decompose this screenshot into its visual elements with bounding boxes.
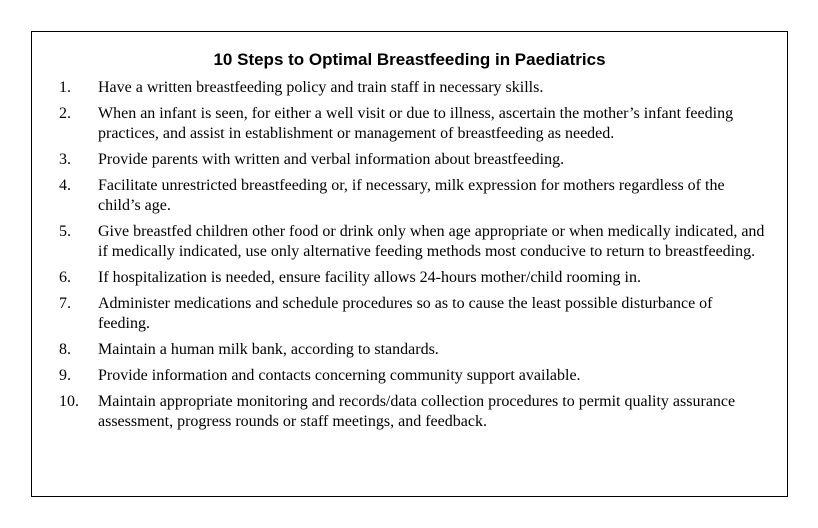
step-number: 3. <box>59 151 71 168</box>
step-text: Provide information and contacts concerning community support available. <box>98 367 581 384</box>
step-text: When an infant is seen, for either a well visit or due to illness, ascertain the mother’s infant feeding practices, and assist in establishment or management of breastfeeding as needed. <box>98 105 734 142</box>
step-number: 1. <box>59 79 71 96</box>
step-text: Maintain a human milk bank, according to standards. <box>98 341 439 358</box>
step-item <box>32 222 787 262</box>
steps-list <box>32 78 787 438</box>
step-number: 2. <box>59 105 71 122</box>
step-item <box>32 392 787 432</box>
step-text: Give breastfed children other food or drink only when age appropriate or when medically indicated, and if medically indicated, use only alternative feeding methods most conducive to return to breastfeeding. <box>98 223 765 260</box>
step-text: Maintain appropriate monitoring and records/data collection procedures to permit quality assurance assessment, progress rounds or staff meetings, and feedback. <box>98 393 736 430</box>
step-number: 8. <box>59 341 71 358</box>
document-title: 10 Steps to Optimal Breastfeeding in Paediatrics <box>213 50 606 69</box>
step-number: 7. <box>59 295 71 312</box>
step-number: 6. <box>59 269 71 286</box>
step-item <box>32 366 787 386</box>
step-text: Have a written breastfeeding policy and train staff in necessary skills. <box>98 79 544 96</box>
step-item <box>32 268 787 288</box>
step-item <box>32 78 787 98</box>
step-text: If hospitalization is needed, ensure facility allows 24-hours mother/child rooming in. <box>98 269 641 286</box>
step-number: 4. <box>59 177 71 194</box>
step-number: 5. <box>59 223 71 240</box>
step-item <box>32 294 787 334</box>
step-number: 10. <box>59 393 79 410</box>
step-item <box>32 104 787 144</box>
step-text: Facilitate unrestricted breastfeeding or, if necessary, milk expression for mothers regardless of the child’s age. <box>98 177 725 214</box>
step-item <box>32 340 787 360</box>
step-item <box>32 176 787 216</box>
step-number: 9. <box>59 367 71 384</box>
step-text: Administer medications and schedule procedures so as to cause the least possible disturbance of feeding. <box>98 295 713 332</box>
step-item <box>32 150 787 170</box>
step-text: Provide parents with written and verbal information about breastfeeding. <box>98 151 565 168</box>
document-box <box>31 31 788 497</box>
